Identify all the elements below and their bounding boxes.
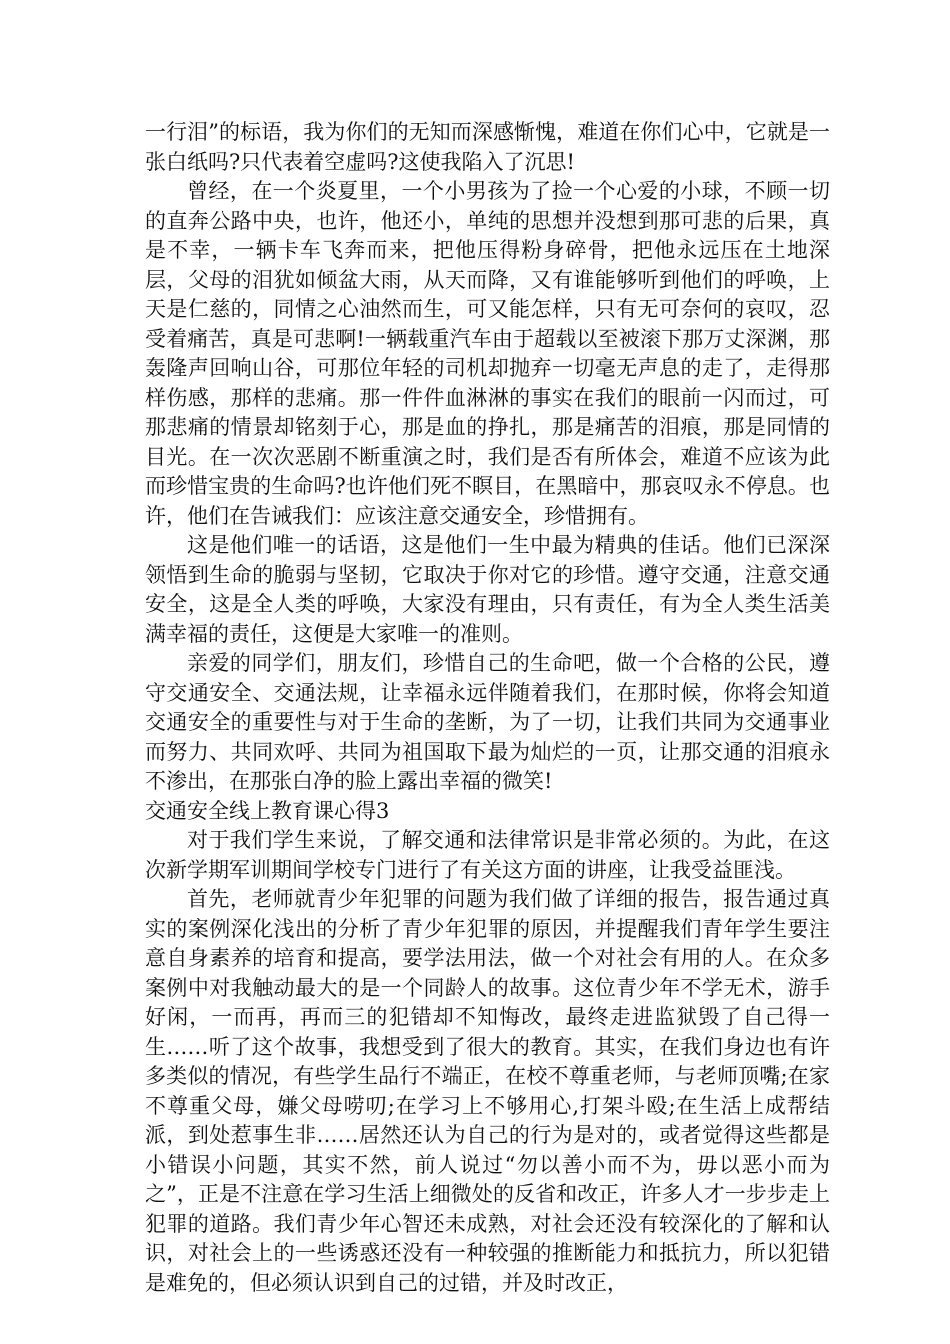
paragraph-continuation: 一行泪”的标语，我为你们的无知而深感惭愧，难道在你们心中，它就是一张白纸吗?只代表着空虚吗?这使我陷入了沉思! bbox=[145, 120, 830, 174]
paragraph-their-words: 这是他们唯一的话语，这是他们一生中最为精典的佳话。他们已深深领悟到生命的脆弱与坚韧，它取决于你对它的珍惜。遵守交通，注意交通安全，这是全人类的呼唤，大家没有理由，只有责任，有为全人类生活美满幸福的责任，这便是大家唯一的准则。 bbox=[145, 533, 830, 646]
document-body bbox=[145, 118, 830, 1298]
paragraph-teacher-report: 首先，老师就青少年犯罪的问题为我们做了详细的报告，报告通过真实的案例深化浅出的分析了青少年犯罪的原因，并提醒我们青年学生要注意自身素养的培育和提高，要学法用法，做一个对社会有用的人。在众多案例中对我触动最大的是一个同龄人的故事。这位青少年不学无术，游手好闲，一而再，再而三的犯错却不知悔改，最终走进监狱毁了自己得一生……听了这个故事，我想受到了很大的教育。其实，在我们身边也有许多类似的情况，有些学生品行不端正，在校不尊重老师，与老师顶嘴;在家不尊重父母，嫌父母唠叨;在学习上不够用心,打架斗殴;在生活上成帮结派，到处惹事生非……居然还认为自己的行为是对的，或者觉得这些都是小错误小问题，其实不然，前人说过“勿以善小而不为，毋以恶小而为之”，正是不注意在学习生活上细微处的反省和改正，许多人才一步步走上犯罪的道路。我们青少年心智还未成熟，对社会还没有较深化的了解和认识，对社会上的一些诱惑还没有一种较强的推断能力和抵抗力，所以犯错是难免的，但必须认识到自己的过错，并及时改正， bbox=[145, 887, 830, 1295]
paragraph-accident-stories: 曾经，在一个炎夏里，一个小男孩为了捡一个心爱的小球，不顾一切的直奔公路中央，也许，他还小，单纯的思想并没想到那可悲的后果，真是不幸，一辆卡车飞奔而来，把他压得粉身碎骨，把他永远压在土地深层，父母的泪犹如倾盆大雨，从天而降，又有谁能够听到他们的呼唤，上天是仁慈的，同情之心油然而生，可又能怎样，只有无可奈何的哀叹，忍受着痛苦，真是可悲啊!一辆载重汽车由于超载以至被滚下那万丈深渊，那轰隆声回响山谷，可那位年轻的司机却抛弃一切毫无声息的走了，走得那样伤感，那样的悲痛。那一件件血淋淋的事实在我们的眼前一闪而过，可那悲痛的情景却铭刻于心，那是血的挣扎，那是痛苦的泪痕，那是同情的目光。在一次次恶剧不断重演之时，我们是否有所体会，难道不应该为此而珍惜宝贵的生命吗?也许他们死不瞑目，在黑暗中，那哀叹永不停息。也许，他们在告诫我们：应该注意交通安全，珍惜拥有。 bbox=[145, 179, 830, 528]
section-heading: 交通安全线上教育课心得3 bbox=[145, 798, 390, 823]
paragraph-introduction: 对于我们学生来说，了解交通和法律常识是非常必须的。为此，在这次新学期军训期间学校专门进行了有关这方面的讲座，让我受益匪浅。 bbox=[145, 828, 830, 882]
paragraph-appeal-to-students: 亲爱的同学们，朋友们，珍惜自己的生命吧，做一个合格的公民，遵守交通安全、交通法规，让幸福永远伴随着我们，在那时候，你将会知道交通安全的重要性与对于生命的垄断，为了一切，让我们共同为交通事业而努力、共同欢呼、共同为祖国取下最为灿烂的一页，让那交通的泪痕永不渗出，在那张白净的脸上露出幸福的微笑! bbox=[145, 651, 830, 793]
